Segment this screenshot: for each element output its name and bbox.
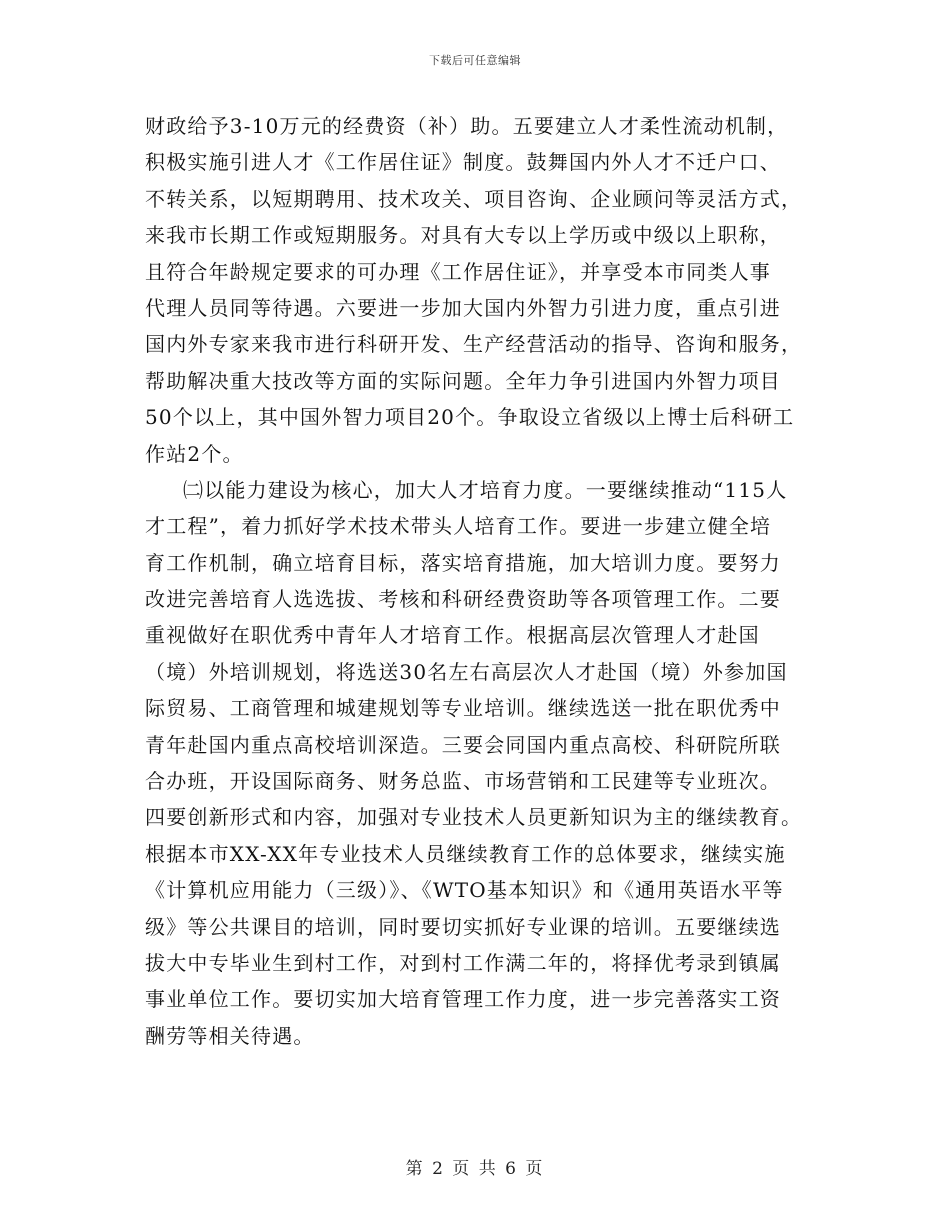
text-line: 酬劳等相关待遇。 [145, 1023, 315, 1048]
text-line: 改进完善培育人选选拔、考核和科研经费资助等各项管理工作。二要 [145, 587, 781, 612]
text-line: 积极实施引进人才《工作居住证》制度。鼓舞国内外人才不迁户口、 [145, 150, 781, 175]
text-line: 际贸易、工商管理和城建规划等专业培训。继续选送一批在职优秀中 [145, 696, 781, 721]
text-line: 才工程”，着力抓好学术技术带头人培育工作。要进一步建立健全培 [145, 514, 772, 539]
text-line: 不转关系，以短期聘用、技术攻关、项目咨询、企业顾问等灵活方式， [145, 186, 803, 211]
page-number-footer: 第 2 页 共 6 页 [405, 1159, 545, 1179]
text-line: 财政给予3-10万元的经费资（补）助。五要建立人才柔性流动机制， [145, 114, 789, 138]
page-header-note: 下载后可任意编辑 [429, 54, 521, 67]
paragraph-start-line: ㈡以能力建设为核心，加大人才培育力度。一要继续推动“115人 [183, 477, 788, 502]
text-line: 国内外专家来我市进行科研开发、生产经营活动的指导、咨询和服务， [145, 332, 803, 357]
text-line: 作站2个。 [145, 441, 244, 466]
document-body [145, 108, 815, 1054]
text-line: 四要创新形式和内容，加强对专业技术人员更新知识为主的继续教育。 [145, 805, 803, 830]
text-line: 重视做好在职优秀中青年人才培育工作。根据高层次管理人才赴国 [145, 623, 760, 648]
text-line: 50个以上，其中国外智力项目20个。争取设立省级以上博士后科研工 [145, 405, 795, 430]
text-line: 来我市长期工作或短期服务。对具有大专以上学历或中级以上职称， [145, 223, 781, 248]
text-line: 《计算机应用能力（三级）》、《WTO基本知识》和《通用英语水平等 [145, 878, 784, 903]
text-line: 级》等公共课目的培训，同时要切实抓好专业课的培训。五要继续选 [145, 914, 781, 939]
text-line: 帮助解决重大技改等方面的实际问题。全年力争引进国内外智力项目 [145, 368, 781, 393]
text-line: 青年赴国内重点高校培训深造。三要会同国内重点高校、科研院所联 [145, 732, 781, 757]
text-line: 合办班，开设国际商务、财务总监、市场营销和工民建等专业班次。 [145, 769, 781, 794]
text-line: 事业单位工作。要切实加大培育管理工作力度，进一步完善落实工资 [145, 987, 781, 1012]
text-line: 拔大中专毕业生到村工作，对到村工作满二年的，将择优考录到镇属 [145, 950, 781, 975]
text-line: 育工作机制，确立培育目标，落实培育措施，加大培训力度。要努力 [145, 550, 781, 575]
text-line: 代理人员同等待遇。六要进一步加大国内外智力引进力度，重点引进 [145, 295, 781, 320]
text-line: 且符合年龄规定要求的可办理《工作居住证》，并享受本市同类人事 [145, 259, 771, 284]
text-line: （境）外培训规划，将选送30名左右高层次人才赴国（境）外参加国 [145, 659, 788, 684]
text-line: 根据本市XX-XX年专业技术人员继续教育工作的总体要求，继续实施 [145, 841, 786, 866]
